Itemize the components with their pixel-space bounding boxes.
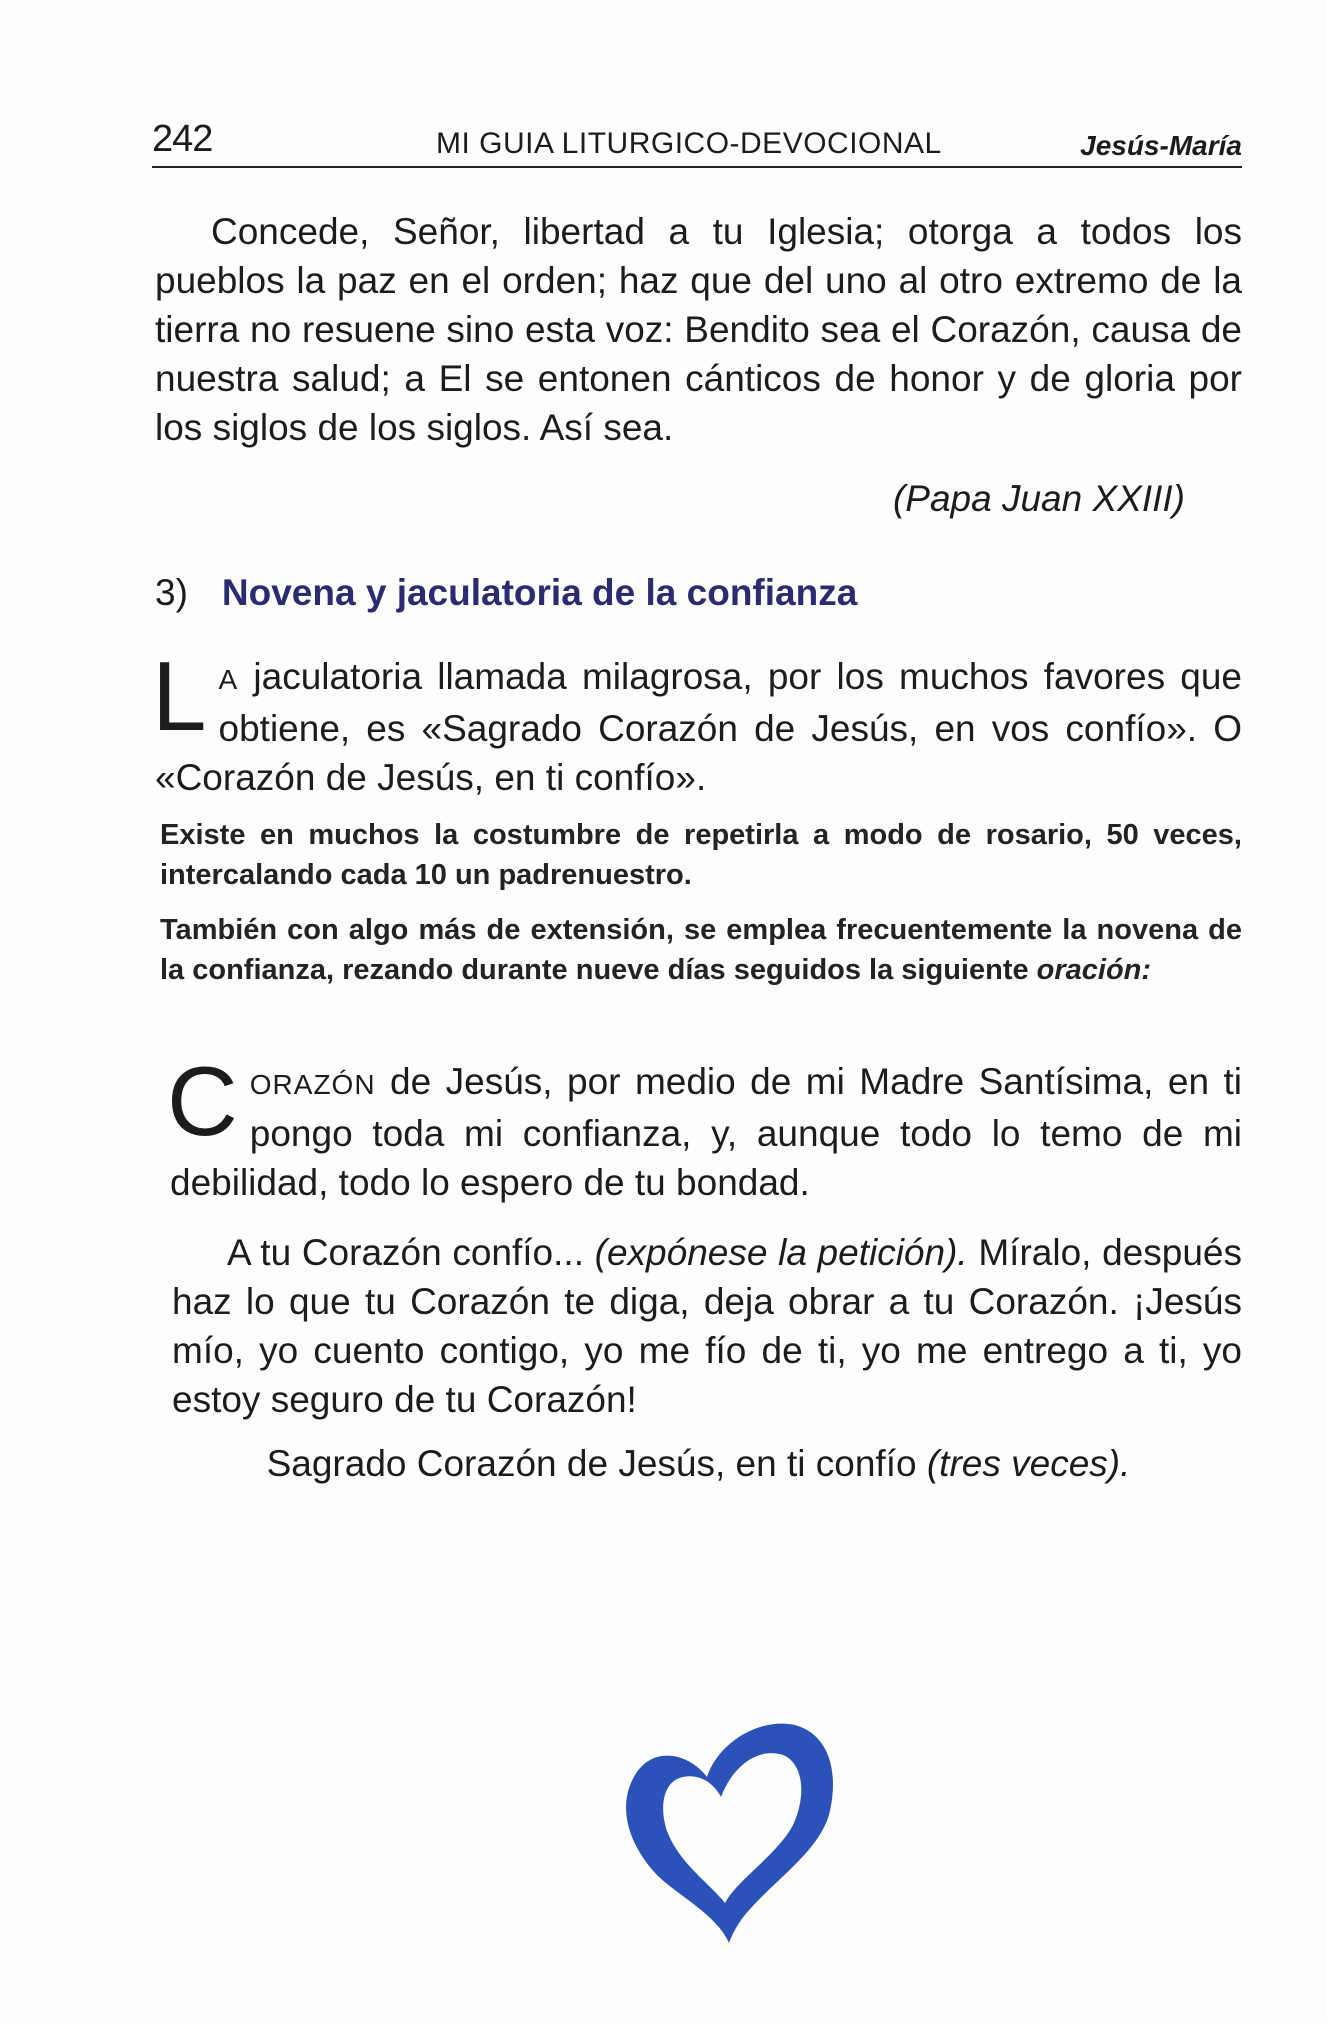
section-title: Novena y jaculatoria de la confianza — [221, 572, 858, 613]
prayer-conclusion: Concede, Señor, libertad a tu Iglesia; otorga a todos los pueblos la paz en el orden; haz que del uno al otro extremo de la tierra no resuene sino esta voz: Bendito sea el Corazón, causa de nuestra salud; a El se entonen cánticos de honor y de gloria por los siglos de los siglos. Así sea. — [155, 211, 1242, 448]
attribution: (Papa Juan XXIII) — [892, 478, 1185, 519]
prayer-p2-rest: Míralo, después haz lo que tu Corazón te diga, deja obrar a tu Corazón. ¡Jesús mío, yo cuento contigo, yo me fío de ti, yo me entrego a ti, yo estoy seguro de tu Corazón! — [172, 1232, 1242, 1420]
novena-note-emphasis: oración: — [1036, 954, 1152, 986]
running-head — [152, 118, 1242, 168]
prayer-p2-start: A tu Corazón confío... — [227, 1232, 595, 1273]
novena-note — [160, 910, 1242, 990]
closing-rubric: (tres veces). — [926, 1443, 1131, 1484]
prayer-p2-rubric: (expónese la petición). — [594, 1232, 968, 1273]
section-tag: Jesús-María — [1080, 130, 1242, 161]
prayer-smallcaps: ORAZÓN — [249, 1069, 376, 1100]
intro-text: jaculatoria llamada milagrosa, por los muchos favores que obtiene, es «Sagrado Corazón de Jesús, en vos confío». O «Corazón de Jesús, en ti confío». — [155, 656, 1242, 798]
prayer-paragraph-1 — [167, 1046, 1242, 1207]
prayer-paragraph-2 — [172, 1228, 1242, 1424]
section-number: 3) — [155, 572, 188, 613]
section-heading — [155, 572, 1242, 614]
book-title: MI GUIA LITURGICO-DEVOCIONAL — [436, 127, 942, 160]
intro-paragraph — [152, 641, 1242, 802]
novena-note-text: También con algo más de extensión, se emplea frecuentemente la novena de la confianza, rezando durante nueve días seguidos la siguiente — [160, 914, 1242, 986]
rosary-note: Existe en muchos la costumbre de repetirla a modo de rosario, 50 veces, intercalando cada 10 un padrenuestro. — [160, 819, 1242, 891]
intro-smallcaps: A — [218, 664, 239, 695]
prayer-dropcap: C — [167, 1046, 238, 1156]
prayer-text: de Jesús, por medio de mi Madre Santísima, en ti pongo toda mi confianza, y, aunque todo lo temo de mi debilidad, todo lo espero de tu bondad. — [170, 1061, 1242, 1203]
closing-text: Sagrado Corazón de Jesús, en ti confío — [266, 1443, 927, 1484]
closing-invocation — [155, 1443, 1242, 1485]
intro-dropcap: L — [152, 641, 207, 751]
heart-icon — [617, 1715, 837, 1945]
page-number: 242 — [152, 118, 213, 160]
